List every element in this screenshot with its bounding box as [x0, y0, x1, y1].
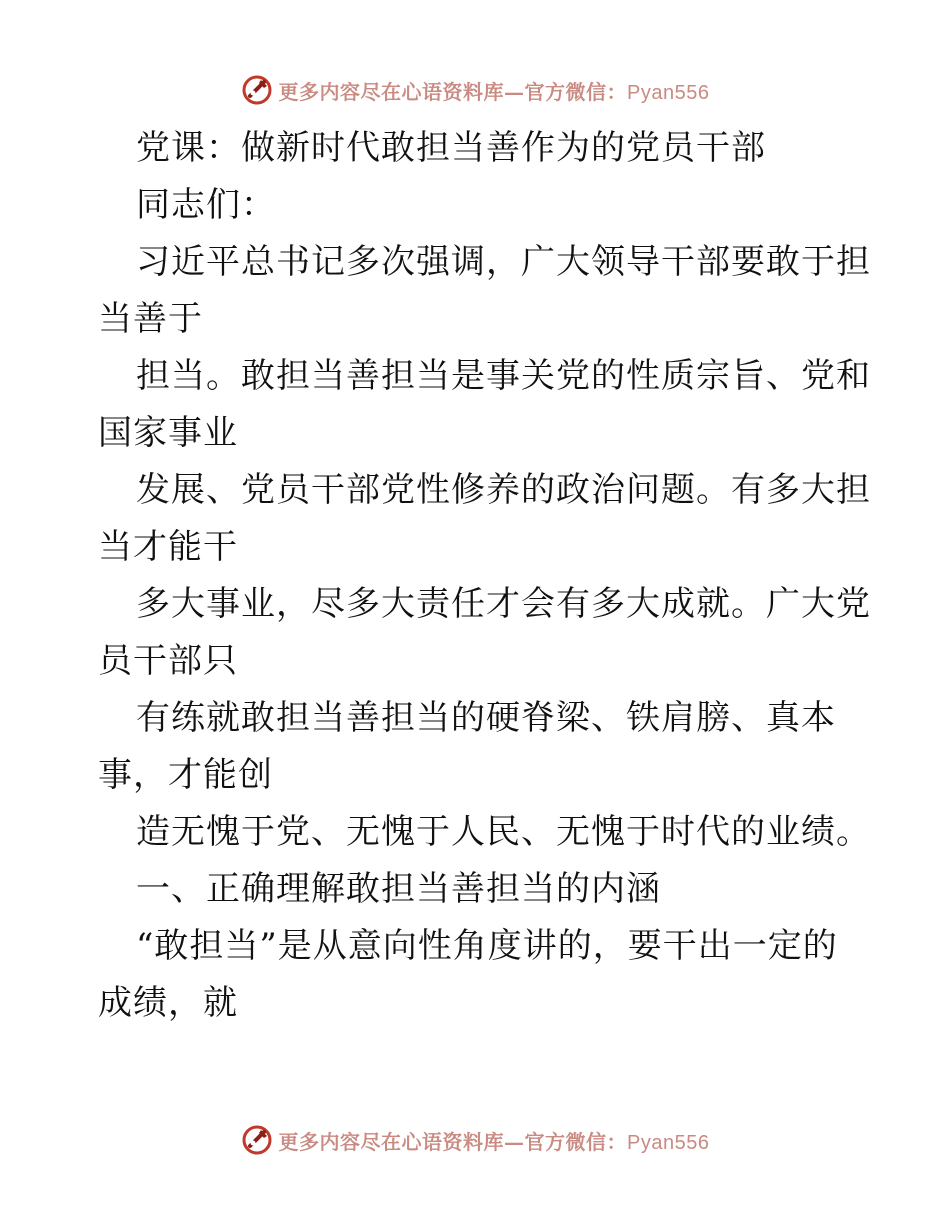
text-line: 事，才能创: [98, 755, 273, 795]
text-line: 员干部只: [98, 641, 238, 681]
document-body: [98, 120, 871, 1032]
watermark-handle: Pyan556: [627, 1131, 710, 1154]
text-line: 当才能干: [98, 527, 238, 567]
text-line: 造无愧于党、无愧于人民、无愧于时代的业绩。: [136, 812, 871, 852]
footer-watermark-banner: [0, 1120, 950, 1160]
seal-icon: [241, 1124, 273, 1156]
text-line: 发展、党员干部党性修养的政治问题。有多大担: [136, 470, 871, 510]
watermark-handle: Pyan556: [627, 81, 710, 104]
text-line: 一、正确理解敢担当善担当的内涵: [136, 869, 661, 909]
text-line: 担当。敢担当善担当是事关党的性质宗旨、党和: [136, 356, 871, 396]
watermark-text: 更多内容尽在心语资料库—官方微信：Pyan556: [278, 1129, 710, 1154]
text-line: 多大事业，尽多大责任才会有多大成就。广大党: [136, 584, 871, 624]
text-line: 习近平总书记多次强调，广大领导干部要敢于担: [136, 242, 871, 282]
watermark-text: 更多内容尽在心语资料库—官方微信：Pyan556: [278, 79, 710, 104]
text-line: 成绩，就: [98, 983, 238, 1023]
header-watermark-banner: [0, 70, 950, 110]
text-line: 国家事业: [98, 413, 238, 453]
text-line: 当善于: [98, 299, 203, 339]
text-line: 同志们：: [136, 185, 276, 225]
text-line: “敢担当”是从意向性角度讲的，要干出一定的: [136, 926, 838, 966]
text-line: 有练就敢担当善担当的硬脊梁、铁肩膀、真本: [136, 698, 836, 738]
seal-icon: [241, 74, 273, 106]
text-line: 党课：做新时代敢担当善作为的党员干部: [136, 128, 766, 168]
